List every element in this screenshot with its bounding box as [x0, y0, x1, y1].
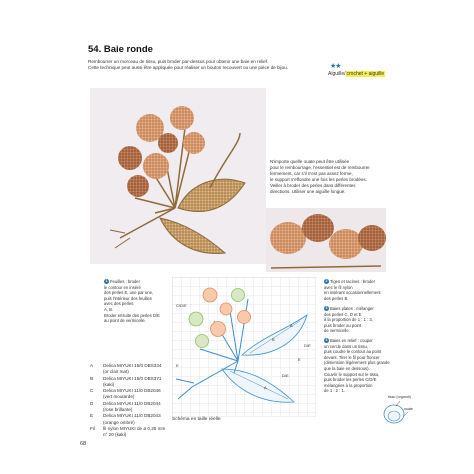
- difficulty-stars: ★★: [330, 63, 341, 70]
- legend-line: n° 20 (kaki): [103, 432, 127, 438]
- instr-line: au point de vermicelle.: [104, 318, 146, 324]
- pattern-diagram: [172, 277, 316, 417]
- instr-line: Baies plates : mélanger: [330, 306, 374, 311]
- note-line: N'importe quelle ouate peut être utilisée: [270, 159, 350, 164]
- note-line: Veiller à broder des perles dans différentes: [270, 183, 356, 188]
- tools-highlight: crochet + aiguille: [346, 71, 385, 77]
- legend-line: fil nylon MIYUKI de ø 0,25 mm: [103, 425, 166, 431]
- intro-line: Rembourrer un morceau de tissu, puis broder par-dessus pour obtenir une baie en relief.: [88, 59, 269, 64]
- instr-line: avec des perles: [104, 301, 134, 307]
- step-badge: 2: [325, 279, 328, 284]
- instr-line: devant. Tirer le fil pour froncer: [324, 354, 380, 360]
- diagram-label: A: [290, 323, 293, 328]
- page-number: 68: [80, 441, 87, 447]
- legend-line: Delica MIYUKI 15/0 DBS371: [103, 375, 162, 381]
- instr-line: puis broder les perles C/D/E: [324, 377, 377, 383]
- instr-line: des perles C, D et E: [324, 311, 362, 317]
- diagram-label: B: [272, 337, 275, 342]
- page-title: 54. Baie ronde: [88, 44, 153, 55]
- instr-line: Baies en relief : couper: [330, 338, 373, 343]
- instruction-raised-berries: [324, 338, 390, 394]
- legend-key: A: [90, 363, 94, 368]
- tip-note: [270, 159, 382, 195]
- legend-line: (orange ombré): [103, 419, 135, 425]
- instr-line: des perles B.: [324, 295, 349, 301]
- legend-line: Delica MIYUKI 11/0 DB2044: [103, 400, 161, 406]
- intro-text: [88, 59, 328, 71]
- legend-line: (or clair mat): [103, 369, 129, 375]
- legend-key: D: [90, 400, 94, 406]
- legend-line: (vert moutarde): [103, 394, 135, 400]
- legend-line: (rose brillante): [103, 407, 133, 413]
- instr-line: à la proportion de 1 : 1 : 3,: [324, 317, 373, 323]
- step-badge: 3: [325, 306, 328, 311]
- diagram-label: A: [264, 385, 267, 390]
- legend-line: (kaki): [103, 381, 115, 387]
- instruction-flat-berries: [324, 306, 374, 334]
- instruction-stems: [324, 279, 381, 301]
- materials-legend: [90, 363, 165, 439]
- diagram-label: E: [298, 357, 301, 362]
- note-line: fermement, car s'il n'est pas assez ferme,: [270, 171, 353, 176]
- tools-label: [328, 71, 385, 77]
- diagram-label: C/D/E: [176, 303, 187, 308]
- tools-prefix: Aiguille/: [328, 71, 346, 77]
- legend-key: B: [90, 375, 94, 381]
- instr-line: mélangées à la proportion: [324, 382, 373, 388]
- instr-line: des perles E, une par une,: [104, 290, 154, 296]
- legend-line: Delica MIYUKI 15/0 DBS334: [103, 363, 162, 368]
- step-badge: 4: [325, 338, 328, 343]
- instr-line: A, B.: [104, 306, 114, 312]
- instr-line: le contour en inséré: [104, 284, 141, 290]
- instr-line: Broder ensuite des perles D/E: [104, 312, 160, 318]
- instr-line: Feuilles : broder: [110, 279, 141, 284]
- note-line: directions. Utiliser une aiguille longue.: [270, 189, 346, 194]
- note-line: le support s'effondre une fois les perles brodées.: [270, 177, 367, 182]
- note-line: pour le rembourrage, l'essentiel est de rembourrer: [270, 165, 370, 170]
- instr-line: puis broder au point: [324, 322, 362, 328]
- instr-line: que la baie en dessous).: [324, 365, 370, 371]
- step-badge: 1: [105, 279, 108, 284]
- diagram-label: D/E: [304, 343, 311, 348]
- figure-label-fabric: tissu (organdi): [388, 395, 411, 399]
- instr-line: de 1 : 2 : 1.: [324, 388, 345, 394]
- intro-line: Cette technique peut aussi être appliquée pour réaliser un bouton recouvert ou une pièce de bijou.: [88, 65, 288, 71]
- instr-line: puis coudre le contour au point: [324, 349, 382, 355]
- legend-key: Fil: [90, 425, 95, 431]
- diagram-label: D/E: [282, 373, 289, 378]
- diagram-label: E: [176, 363, 179, 368]
- instr-line: en insérant occasionnellement: [324, 290, 381, 296]
- legend-key: C: [90, 388, 94, 394]
- instr-line: avec le fil nylon: [324, 284, 353, 290]
- instr-line: Tiges et racines : broder: [330, 279, 375, 284]
- legend-key: E: [90, 413, 94, 419]
- instr-line: Couvrir le support sur le tissu,: [324, 371, 380, 377]
- instr-line: de vermicelle.: [324, 328, 350, 334]
- closeup-photo: [266, 208, 386, 272]
- berry-embroidery-photo: [90, 88, 266, 264]
- instr-line: (dimension légèrement plus grande: [324, 360, 390, 366]
- fabric-batting-figure: [380, 392, 414, 440]
- diagram-caption: Schéma en taille réelle: [172, 417, 221, 422]
- legend-line: Delica MIYUKI 11/0 DB2046: [103, 388, 161, 394]
- figure-label-batting: ouate: [404, 407, 413, 411]
- instr-line: puis l'intérieur des feuilles: [104, 295, 152, 301]
- instr-line: un cercle dans un tissu,: [324, 343, 368, 349]
- legend-line: Delica MIYUKI 11/0 DB2043: [103, 413, 161, 419]
- instruction-leaves: [104, 279, 160, 324]
